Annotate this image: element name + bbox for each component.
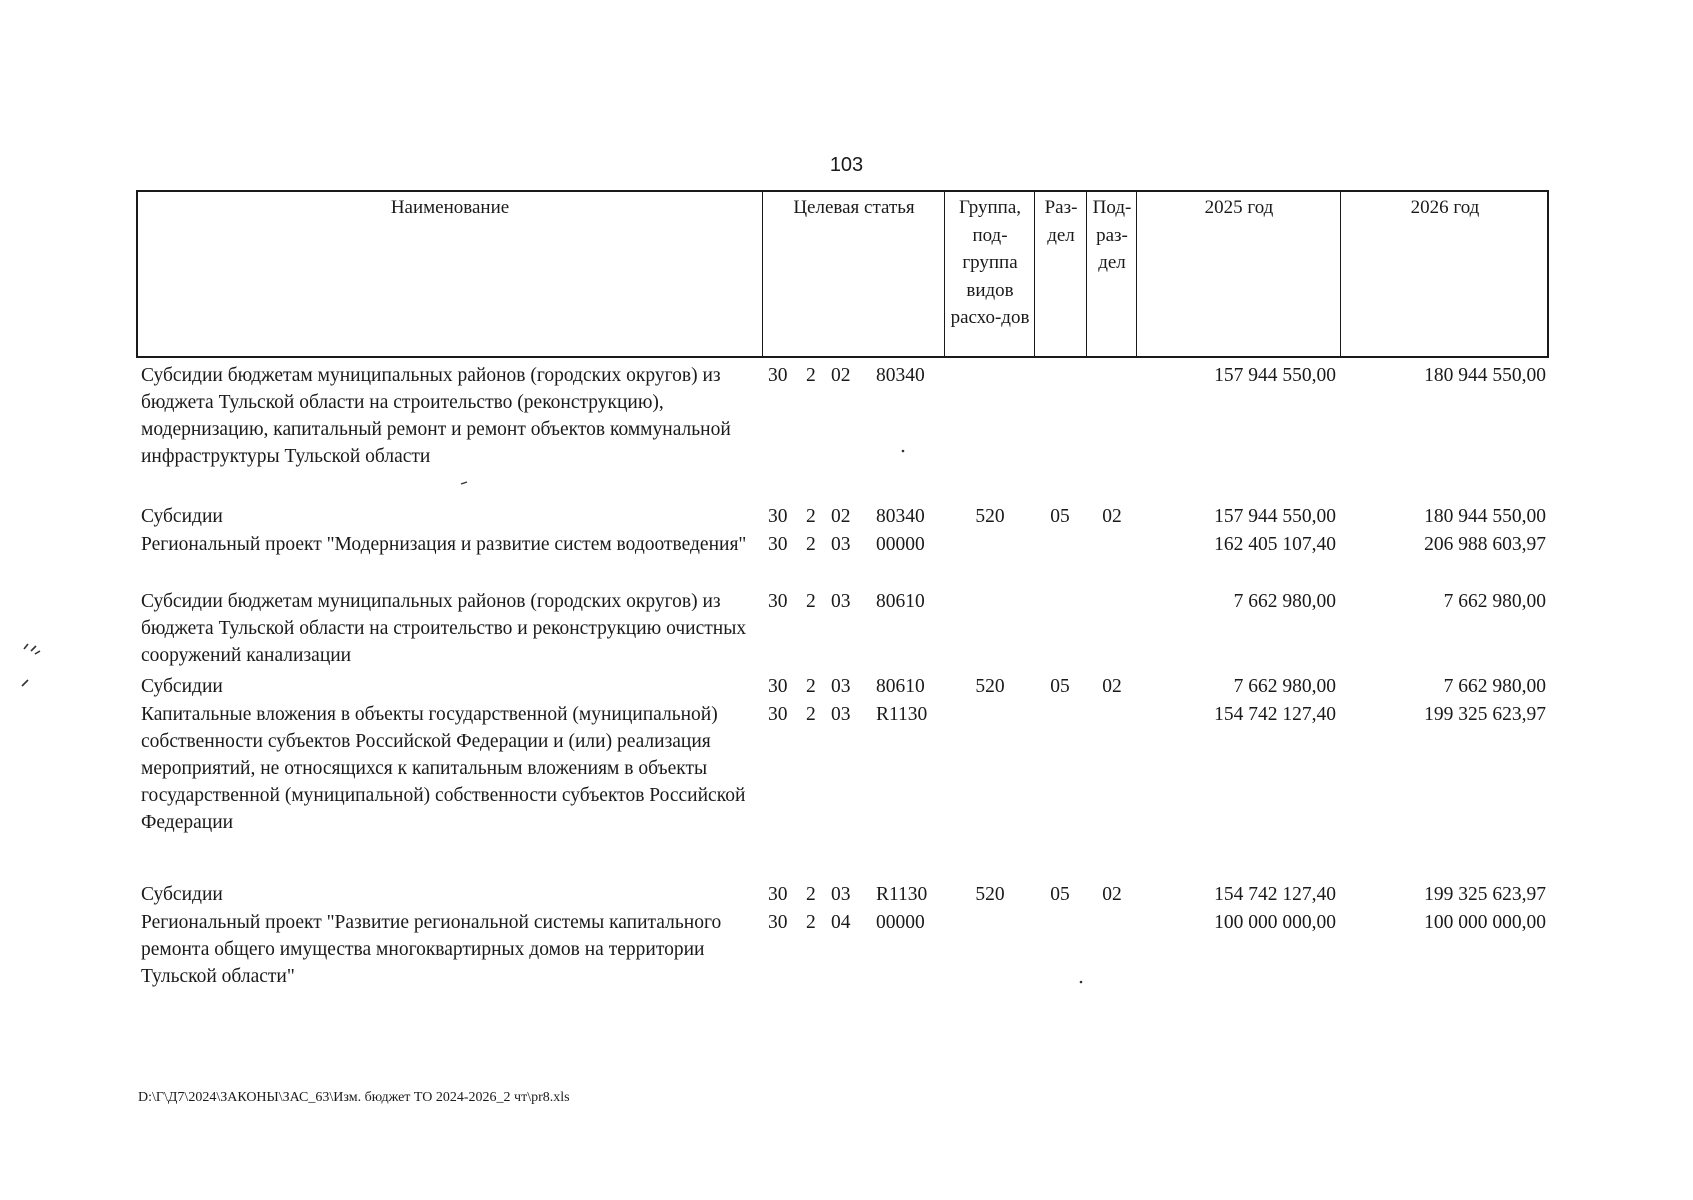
amount-2025: 154 742 127,40 — [1214, 704, 1336, 725]
target-article-part-3: 03 — [831, 534, 851, 555]
header-expense-group: Группа, под-группа видов расхо-дов — [950, 197, 1030, 328]
expense-group: 520 — [975, 506, 1005, 527]
header-subsection: Под-раз-дел — [1092, 197, 1132, 273]
target-article-part-4: 80340 — [876, 506, 925, 527]
target-article-part-3: 02 — [831, 506, 851, 527]
target-article-part-2: 2 — [806, 704, 816, 725]
row-name: Субсидии бюджетам муниципальных районов (городских округов) из бюджета Тульской области на строительство и реконструкцию очистных сооружений канализации — [141, 591, 747, 666]
target-article-part-1: 30 — [768, 534, 788, 555]
scan-marks — [18, 640, 48, 690]
section-code: 05 — [1050, 506, 1070, 527]
file-path-footer: D:\Г\Д7\2024\ЗАКОНЫ\ЗАС_63\Изм. бюджет ТО 2024-2026_2 чт\pr8.xls — [138, 1090, 570, 1105]
section-code: 05 — [1050, 884, 1070, 905]
amount-2025: 157 944 550,00 — [1214, 506, 1336, 527]
page-number: 103 — [829, 154, 864, 176]
header-name: Наименование — [390, 197, 510, 218]
scan-speck — [460, 480, 470, 486]
amount-2025: 154 742 127,40 — [1214, 884, 1336, 905]
target-article-part-4: 00000 — [876, 912, 925, 933]
target-article-part-2: 2 — [806, 912, 816, 933]
expense-group: 520 — [975, 676, 1005, 697]
column-divider — [944, 192, 945, 356]
column-divider — [1136, 192, 1137, 356]
amount-2026: 199 325 623,97 — [1424, 704, 1546, 725]
amount-2026: 199 325 623,97 — [1424, 884, 1546, 905]
row-name: Субсидии — [141, 506, 223, 527]
target-article-part-3: 04 — [831, 912, 851, 933]
target-article-part-4: 80340 — [876, 365, 925, 386]
target-article-part-1: 30 — [768, 365, 788, 386]
section-code: 05 — [1050, 676, 1070, 697]
target-article-part-3: 03 — [831, 704, 851, 725]
target-article-part-3: 03 — [831, 676, 851, 697]
amount-2025: 7 662 980,00 — [1233, 676, 1336, 697]
row-name: Субсидии — [141, 884, 223, 905]
amount-2026: 100 000 000,00 — [1424, 912, 1546, 933]
amount-2026: 7 662 980,00 — [1443, 676, 1546, 697]
row-name: Региональный проект "Развитие региональной системы капитального ремонта общего имущества многоквартирных домов на территории Тульской области" — [141, 912, 722, 987]
target-article-part-3: 02 — [831, 365, 851, 386]
target-article-part-4: R1130 — [876, 704, 928, 725]
target-article-part-3: 03 — [831, 884, 851, 905]
amount-2025: 100 000 000,00 — [1214, 912, 1336, 933]
header-year-2026: 2026 год — [1410, 197, 1480, 218]
header-year-2025: 2025 год — [1204, 197, 1274, 218]
scan-speck — [900, 448, 906, 454]
subsection-code: 02 — [1102, 884, 1122, 905]
target-article-part-4: 80610 — [876, 676, 925, 697]
target-article-part-2: 2 — [806, 365, 816, 386]
row-name: Региональный проект "Модернизация и развитие систем водоотведения" — [141, 534, 747, 555]
target-article-part-1: 30 — [768, 912, 788, 933]
target-article-part-4: 00000 — [876, 534, 925, 555]
target-article-part-2: 2 — [806, 534, 816, 555]
target-article-part-1: 30 — [768, 884, 788, 905]
target-article-part-1: 30 — [768, 704, 788, 725]
amount-2026: 7 662 980,00 — [1443, 591, 1546, 612]
subsection-code: 02 — [1102, 506, 1122, 527]
row-name: Субсидии — [141, 676, 223, 697]
amount-2025: 162 405 107,40 — [1214, 534, 1336, 555]
table-header — [136, 190, 1549, 358]
target-article-part-4: 80610 — [876, 591, 925, 612]
amount-2026: 206 988 603,97 — [1424, 534, 1546, 555]
target-article-part-1: 30 — [768, 676, 788, 697]
header-section: Раз-дел — [1044, 197, 1078, 246]
target-article-part-2: 2 — [806, 884, 816, 905]
column-divider — [762, 192, 763, 356]
amount-2025: 7 662 980,00 — [1233, 591, 1336, 612]
target-article-part-2: 2 — [806, 591, 816, 612]
amount-2025: 157 944 550,00 — [1214, 365, 1336, 386]
target-article-part-3: 03 — [831, 591, 851, 612]
column-divider — [1034, 192, 1035, 356]
target-article-part-1: 30 — [768, 591, 788, 612]
scan-speck — [1078, 979, 1084, 985]
target-article-part-2: 2 — [806, 506, 816, 527]
expense-group: 520 — [975, 884, 1005, 905]
amount-2026: 180 944 550,00 — [1424, 365, 1546, 386]
column-divider — [1086, 192, 1087, 356]
target-article-part-2: 2 — [806, 676, 816, 697]
amount-2026: 180 944 550,00 — [1424, 506, 1546, 527]
target-article-part-4: R1130 — [876, 884, 928, 905]
subsection-code: 02 — [1102, 676, 1122, 697]
header-target-article: Целевая статья — [793, 197, 915, 218]
row-name: Субсидии бюджетам муниципальных районов (городских округов) из бюджета Тульской области на строительство (реконструкцию), модернизацию, капитальный ремонт и ремонт объектов коммунальной инфраструктуры Тульской области — [141, 365, 731, 467]
row-name: Капитальные вложения в объекты государственной (муниципальной) собственности субъектов Российской Федерации и (или) реализация мероприятий, не относящихся к капитальным вложениям в объекты государственной (муниципальной) собственности субъектов Российской Федерации — [141, 704, 746, 833]
column-divider — [1340, 192, 1341, 356]
target-article-part-1: 30 — [768, 506, 788, 527]
